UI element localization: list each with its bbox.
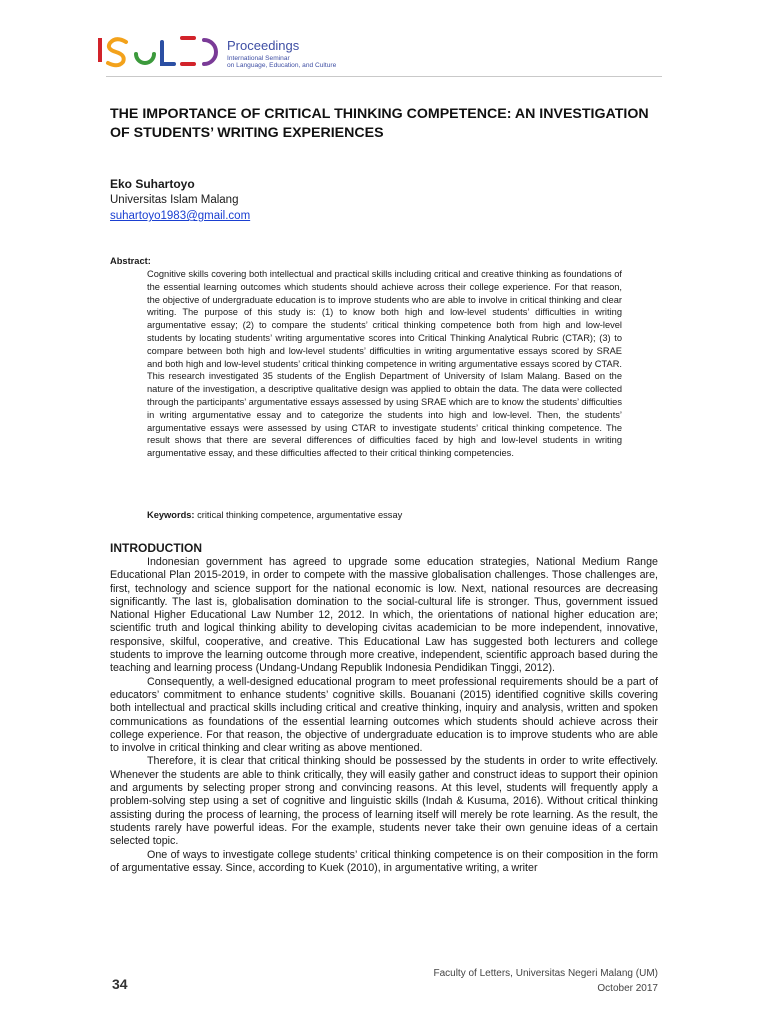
footer-institution: Faculty of Letters, Universitas Negeri Malang (UM) [433, 968, 658, 979]
footer-date: October 2017 [597, 983, 658, 994]
keywords-label: Keywords: [147, 510, 195, 520]
abstract-label: Abstract: [110, 256, 151, 266]
abstract-text: Cognitive skills covering both intellectual and practical skills including critical and creative thinking as foundations of the essential learning outcomes which students should achieve across their college experience. For that reason, the objective of undergraduate education is to improve students who are able to involve in critical thinking and clear writing. The purpose of this study is: (1) to know both high and low-level students’ difficulties in writing argumentative essay; (2) to compare the students’ critical thinking competence both from high and low-level students by locating students’ writing argumentative scores into Critical Thinking Analytical Rubric (CTAR); (3) to compare between both high and low-level students’ difficulties in writing argumentative essays scored by SRAE and both high and low-level students’ critical thinking competence in writing argumentative essays scored by CTAR. This research investigated 35 students of the English Department of University of Islam Malang. Based on the nature of the investigation, a descriptive qualitative design was applied to obtain the data. The data were collected through the participants’ argumentative essays assessed by using SRAE which are to know the students’ difficulties in writing argumentative essay and to categorize the students into high and low-level. Then, the students’ argumentative essays were assessed by using CTAR to investigate students’ critical thinking competence. The result shows that there are several differences of difficulties faced by high and low-level students in writing argumentative essay, and these difficulties affected to their critical thinking competencies. [147, 269, 622, 459]
isolec-logo-mark [96, 34, 226, 74]
keywords-value: critical thinking competence, argumentative essay [194, 510, 403, 520]
introduction-heading: INTRODUCTION [110, 541, 202, 555]
intro-paragraph: Therefore, it is clear that critical thinking should be possessed by the students in order to write effectively. Whenever the students are able to think critically, they will easily gather and construct ideas to support their opinion and arguments by selecting proper strong and convincing reasons. At this level, students will frequently apply a problem-solving step using a set of cognitive and linguistic skills (Indah & Kusuma, 2016). Without critical thinking assisting during the process of learning, the process of learning itself will merely be rote learning. As the result, the students rarely have powerful ideas. For the example, students never take their own genuine ideas of a certain selected topic. [110, 755, 658, 848]
intro-paragraph: Indonesian government has agreed to upgrade some education strategies, National Medium Range Educational Plan 2015-2019, in order to compete with the massive globalisation challenges. Those challenges are, first, technology and science support for the national economic is low. Next, national resources are decreasing significantly. The last is, globalisation domination to the social-cultural life is stronger. Thus, government issued National Higher Educational Law Number 12, 2012. In which, the orientations of national higher education are; scientific truth and logical thinking ability to developing civitas academician to be more independent, innovative, responsive, skilful, cooperative, and creative. This Educational Law has suggested both lecturers and college students to improve the learning outcome through more creative, independent, scientific approach based during the teaching and learning process (Undang-Undang Republik Indonesia Pendidikan Tinggi, 2012). [110, 556, 658, 675]
author-name: Eko Suhartoyo [110, 177, 195, 191]
page-number: 34 [112, 976, 128, 992]
seminar-name: International Seminar on Language, Education, and Culture [227, 55, 337, 70]
isolec-logo [96, 34, 226, 74]
intro-paragraph: One of ways to investigate college students’ critical thinking competence is on their composition in the form of argumentative essay. Since, according to Kuek (2010), in argumentative writing, a writer [110, 848, 658, 874]
intro-paragraph: Consequently, a well-designed educational program to meet professional requirements should be a part of educators’ commitment to enhance students’ cognitive skills. Bouanani (2015) identified cognitive skills covering both intellectual and practical skills including critical and creative thinking, inquiry and analysis, written and spoken communications as foundations of the essential learning outcomes which students should achieve across their college experience. For that reason, the objective of undergraduate education is to improve students who are able to involve in critical thinking and clear writing as above mentioned. [110, 675, 658, 755]
header-divider [106, 76, 662, 77]
proceedings-label: Proceedings [227, 38, 300, 53]
author-affiliation: Universitas Islam Malang [110, 194, 239, 206]
paper-title: THE IMPORTANCE OF CRITICAL THINKING COMPETENCE: AN INVESTIGATION OF STUDENTS’ WRITING EXPERIENCES [110, 106, 649, 141]
author-email-link[interactable]: suhartoyo1983@gmail.com [110, 210, 251, 222]
introduction-body [110, 556, 658, 875]
keywords-line [147, 510, 402, 520]
